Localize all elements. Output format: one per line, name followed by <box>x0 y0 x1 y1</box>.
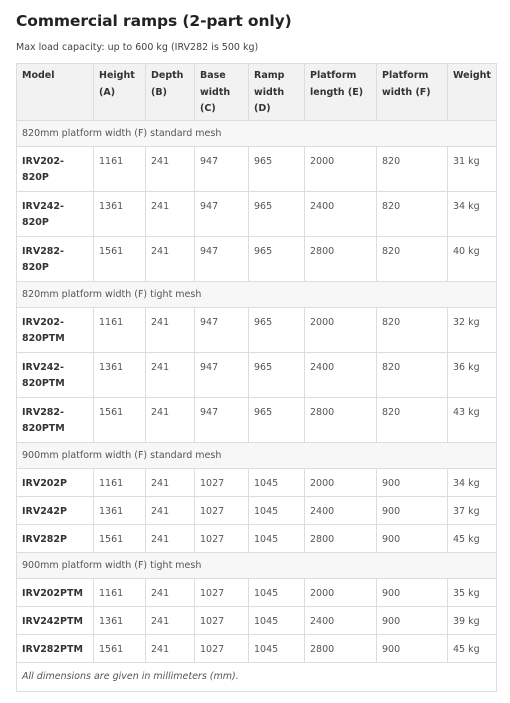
cell-model: IRV282PTM <box>17 635 94 663</box>
cell-depth: 241 <box>146 635 195 663</box>
group-label: 900mm platform width (F) standard mesh <box>17 443 497 469</box>
cell-base-width: 1027 <box>195 607 249 635</box>
table-row <box>17 579 497 607</box>
cell-depth: 241 <box>146 398 195 443</box>
cell-ramp-width: 1045 <box>249 579 305 607</box>
cell-height: 1361 <box>94 192 146 237</box>
cell-base-width: 947 <box>195 398 249 443</box>
cell-weight: 37 kg <box>448 497 497 525</box>
cell-platform-width: 820 <box>377 147 448 192</box>
cell-platform-length: 2800 <box>305 398 377 443</box>
cell-weight: 35 kg <box>448 579 497 607</box>
cell-ramp-width: 965 <box>249 147 305 192</box>
cell-depth: 241 <box>146 525 195 553</box>
cell-height: 1361 <box>94 353 146 398</box>
cell-model: IRV202PTM <box>17 579 94 607</box>
table-row <box>17 192 497 237</box>
cell-depth: 241 <box>146 192 195 237</box>
cell-model: IRV202P <box>17 469 94 497</box>
cell-platform-width: 820 <box>377 308 448 353</box>
cell-model: IRV202-820P <box>17 147 94 192</box>
cell-depth: 241 <box>146 237 195 282</box>
cell-weight: 32 kg <box>448 308 497 353</box>
cell-ramp-width: 965 <box>249 308 305 353</box>
cell-height: 1561 <box>94 398 146 443</box>
cell-ramp-width: 1045 <box>249 607 305 635</box>
cell-model: IRV242-820P <box>17 192 94 237</box>
load-capacity-note: Max load capacity: up to 600 kg (IRV282 is 500 kg) <box>16 42 259 53</box>
cell-ramp-width: 965 <box>249 192 305 237</box>
cell-platform-width: 820 <box>377 398 448 443</box>
ramps-spec-table <box>16 63 497 692</box>
table-body <box>17 121 497 663</box>
cell-ramp-width: 1045 <box>249 635 305 663</box>
cell-platform-width: 900 <box>377 607 448 635</box>
cell-base-width: 947 <box>195 308 249 353</box>
table-row <box>17 525 497 553</box>
cell-platform-length: 2000 <box>305 469 377 497</box>
cell-base-width: 947 <box>195 237 249 282</box>
cell-weight: 45 kg <box>448 635 497 663</box>
cell-platform-width: 900 <box>377 469 448 497</box>
footnote-row <box>17 663 497 692</box>
cell-weight: 36 kg <box>448 353 497 398</box>
cell-depth: 241 <box>146 579 195 607</box>
cell-model: IRV202-820PTM <box>17 308 94 353</box>
cell-base-width: 947 <box>195 353 249 398</box>
header-depth: Depth (B) <box>146 64 195 121</box>
cell-height: 1561 <box>94 635 146 663</box>
cell-depth: 241 <box>146 497 195 525</box>
cell-base-width: 947 <box>195 147 249 192</box>
cell-platform-length: 2800 <box>305 237 377 282</box>
cell-depth: 241 <box>146 469 195 497</box>
header-ramp-width: Ramp width (D) <box>249 64 305 121</box>
cell-platform-width: 900 <box>377 579 448 607</box>
cell-model: IRV282P <box>17 525 94 553</box>
cell-height: 1161 <box>94 147 146 192</box>
cell-depth: 241 <box>146 607 195 635</box>
cell-model: IRV242-820PTM <box>17 353 94 398</box>
table-row <box>17 147 497 192</box>
cell-platform-length: 2800 <box>305 635 377 663</box>
cell-platform-width: 820 <box>377 353 448 398</box>
cell-depth: 241 <box>146 308 195 353</box>
table-row <box>17 398 497 443</box>
header-platform-width: Platform width (F) <box>377 64 448 121</box>
group-label: 820mm platform width (F) tight mesh <box>17 282 497 308</box>
table-row <box>17 469 497 497</box>
cell-weight: 40 kg <box>448 237 497 282</box>
cell-model: IRV242P <box>17 497 94 525</box>
cell-weight: 34 kg <box>448 469 497 497</box>
group-row <box>17 443 497 469</box>
table-row <box>17 237 497 282</box>
cell-platform-length: 2400 <box>305 353 377 398</box>
cell-weight: 34 kg <box>448 192 497 237</box>
table-row <box>17 497 497 525</box>
group-row <box>17 553 497 579</box>
cell-platform-length: 2400 <box>305 607 377 635</box>
cell-weight: 31 kg <box>448 147 497 192</box>
header-height: Height (A) <box>94 64 146 121</box>
header-base-width: Base width (C) <box>195 64 249 121</box>
table-row <box>17 353 497 398</box>
cell-weight: 39 kg <box>448 607 497 635</box>
cell-weight: 45 kg <box>448 525 497 553</box>
table-row <box>17 607 497 635</box>
cell-depth: 241 <box>146 147 195 192</box>
cell-platform-length: 2000 <box>305 579 377 607</box>
cell-height: 1561 <box>94 525 146 553</box>
cell-ramp-width: 965 <box>249 237 305 282</box>
cell-platform-length: 2800 <box>305 525 377 553</box>
cell-ramp-width: 965 <box>249 398 305 443</box>
cell-base-width: 1027 <box>195 635 249 663</box>
cell-platform-width: 820 <box>377 237 448 282</box>
cell-base-width: 1027 <box>195 497 249 525</box>
cell-platform-length: 2400 <box>305 497 377 525</box>
table-row <box>17 308 497 353</box>
cell-base-width: 947 <box>195 192 249 237</box>
cell-base-width: 1027 <box>195 525 249 553</box>
cell-ramp-width: 965 <box>249 353 305 398</box>
group-label: 820mm platform width (F) standard mesh <box>17 121 497 147</box>
cell-weight: 43 kg <box>448 398 497 443</box>
cell-model: IRV242PTM <box>17 607 94 635</box>
header-platform-length: Platform length (E) <box>305 64 377 121</box>
cell-platform-length: 2000 <box>305 308 377 353</box>
cell-platform-length: 2000 <box>305 147 377 192</box>
footnote: All dimensions are given in millimeters (mm). <box>17 663 497 692</box>
table-header-row <box>17 64 497 121</box>
header-model: Model <box>17 64 94 121</box>
cell-depth: 241 <box>146 353 195 398</box>
cell-height: 1161 <box>94 469 146 497</box>
cell-height: 1161 <box>94 579 146 607</box>
cell-platform-width: 900 <box>377 497 448 525</box>
cell-height: 1361 <box>94 607 146 635</box>
cell-height: 1361 <box>94 497 146 525</box>
cell-ramp-width: 1045 <box>249 469 305 497</box>
cell-platform-length: 2400 <box>305 192 377 237</box>
cell-height: 1161 <box>94 308 146 353</box>
header-weight: Weight <box>448 64 497 121</box>
cell-model: IRV282-820PTM <box>17 398 94 443</box>
cell-ramp-width: 1045 <box>249 497 305 525</box>
cell-base-width: 1027 <box>195 579 249 607</box>
cell-ramp-width: 1045 <box>249 525 305 553</box>
cell-model: IRV282-820P <box>17 237 94 282</box>
group-row <box>17 121 497 147</box>
cell-platform-width: 900 <box>377 525 448 553</box>
page-title: Commercial ramps (2-part only) <box>16 12 292 30</box>
group-row <box>17 282 497 308</box>
table-row <box>17 635 497 663</box>
cell-platform-width: 820 <box>377 192 448 237</box>
cell-height: 1561 <box>94 237 146 282</box>
cell-platform-width: 900 <box>377 635 448 663</box>
cell-base-width: 1027 <box>195 469 249 497</box>
group-label: 900mm platform width (F) tight mesh <box>17 553 497 579</box>
